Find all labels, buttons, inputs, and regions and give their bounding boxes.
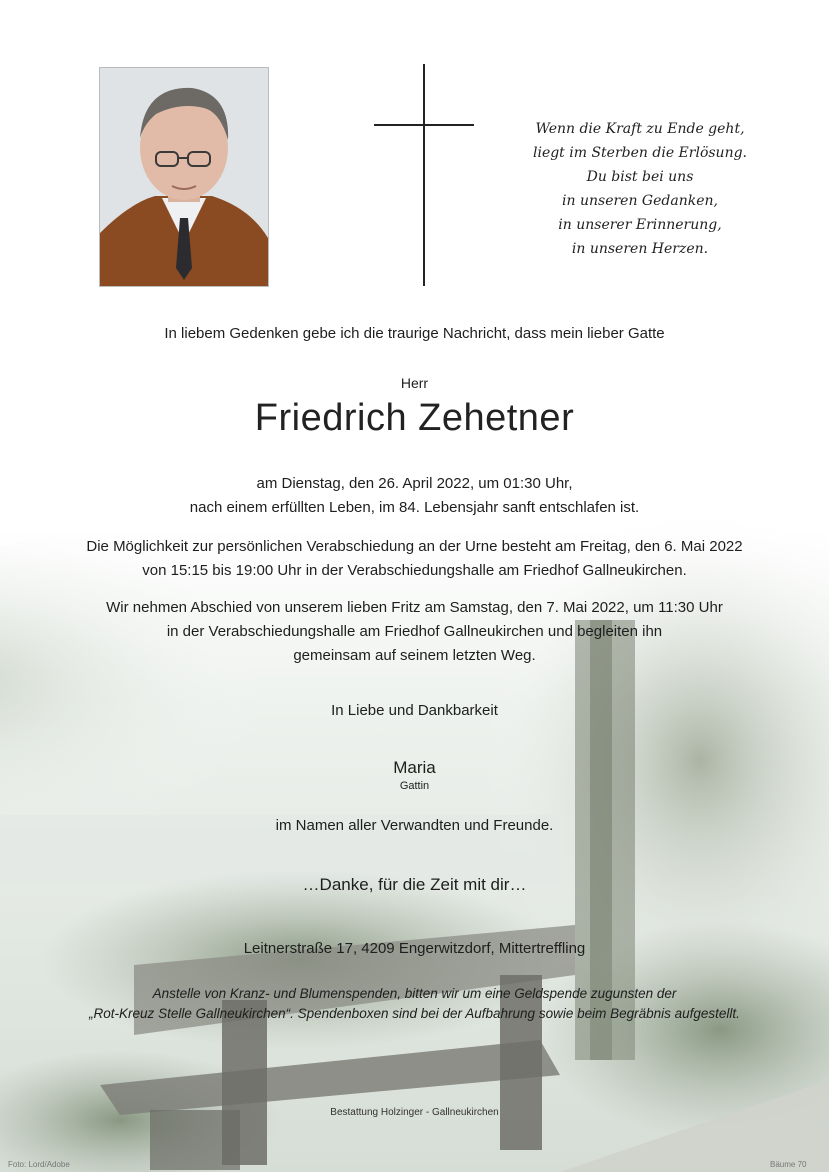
- farewell-line: gemeinsam auf seinem letzten Weg.: [293, 647, 536, 664]
- donation-line: „Rot-Kreuz Stelle Gallneukirchen“. Spendenboxen sind bei der Aufbahrung sowie beim Begräbnis aufgestellt.: [89, 1006, 740, 1021]
- funeral-home: Bestattung Holzinger - Gallneukirchen: [330, 1107, 499, 1118]
- viewing-line: von 15:15 bis 19:00 Uhr in der Verabschiedungshalle am Friedhof Gallneukirchen.: [142, 562, 687, 579]
- poem-line: Du bist bei uns: [586, 169, 694, 185]
- thanks-text: …Danke, für die Zeit mit dir…: [302, 875, 527, 894]
- farewell-line: Wir nehmen Abschied von unserem lieben Fritz am Samstag, den 7. Mai 2022, um 11:30 Uhr: [106, 599, 723, 616]
- intro-text: In liebem Gedenken gebe ich die traurige Nachricht, dass mein lieber Gatte: [164, 325, 665, 342]
- viewing-details: [0, 535, 829, 583]
- closing-text: In Liebe und Dankbarkeit: [331, 702, 498, 719]
- deceased-name: Friedrich Zehetner: [254, 397, 575, 439]
- poem-line: Wenn die Kraft zu Ende geht,: [535, 121, 745, 137]
- poem-line: liegt im Sterben die Erlösung.: [532, 145, 747, 161]
- poem-line: in unserer Erinnerung,: [558, 217, 722, 233]
- photo-credit-right: Bäume 70: [770, 1160, 807, 1169]
- poem-line: in unseren Herzen.: [571, 241, 709, 257]
- mourner-relation: Gattin: [399, 780, 430, 792]
- salutation: Herr: [400, 375, 429, 391]
- family-text: im Namen aller Verwandten und Freunde.: [275, 817, 554, 834]
- photo-credit-left: Foto: Lord/Adobe: [8, 1160, 70, 1169]
- poem-line: in unseren Gedanken,: [562, 193, 718, 209]
- portrait-photo: [99, 67, 269, 287]
- viewing-line: Die Möglichkeit zur persönlichen Verabschiedung an der Urne besteht am Freitag, den 6. Mai 2022: [86, 538, 743, 555]
- cross-icon-bar: [374, 124, 474, 126]
- poem: [520, 117, 760, 261]
- farewell-details: [0, 596, 829, 668]
- donation-line: Anstelle von Kranz- und Blumenspenden, bitten wir um eine Geldspende zugunsten der: [152, 986, 677, 1001]
- cross-icon: [423, 64, 425, 286]
- mourner-name: Maria: [393, 758, 436, 777]
- farewell-line: in der Verabschiedungshalle am Friedhof Gallneukirchen und begleiten ihn: [166, 623, 663, 640]
- death-line: am Dienstag, den 26. April 2022, um 01:30 Uhr,: [256, 475, 573, 492]
- death-details: [0, 472, 829, 520]
- address: Leitnerstraße 17, 4209 Engerwitzdorf, Mittertreffling: [243, 940, 586, 957]
- donation-note: [0, 984, 829, 1024]
- death-line: nach einem erfüllten Leben, im 84. Lebensjahr sanft entschlafen ist.: [189, 499, 640, 516]
